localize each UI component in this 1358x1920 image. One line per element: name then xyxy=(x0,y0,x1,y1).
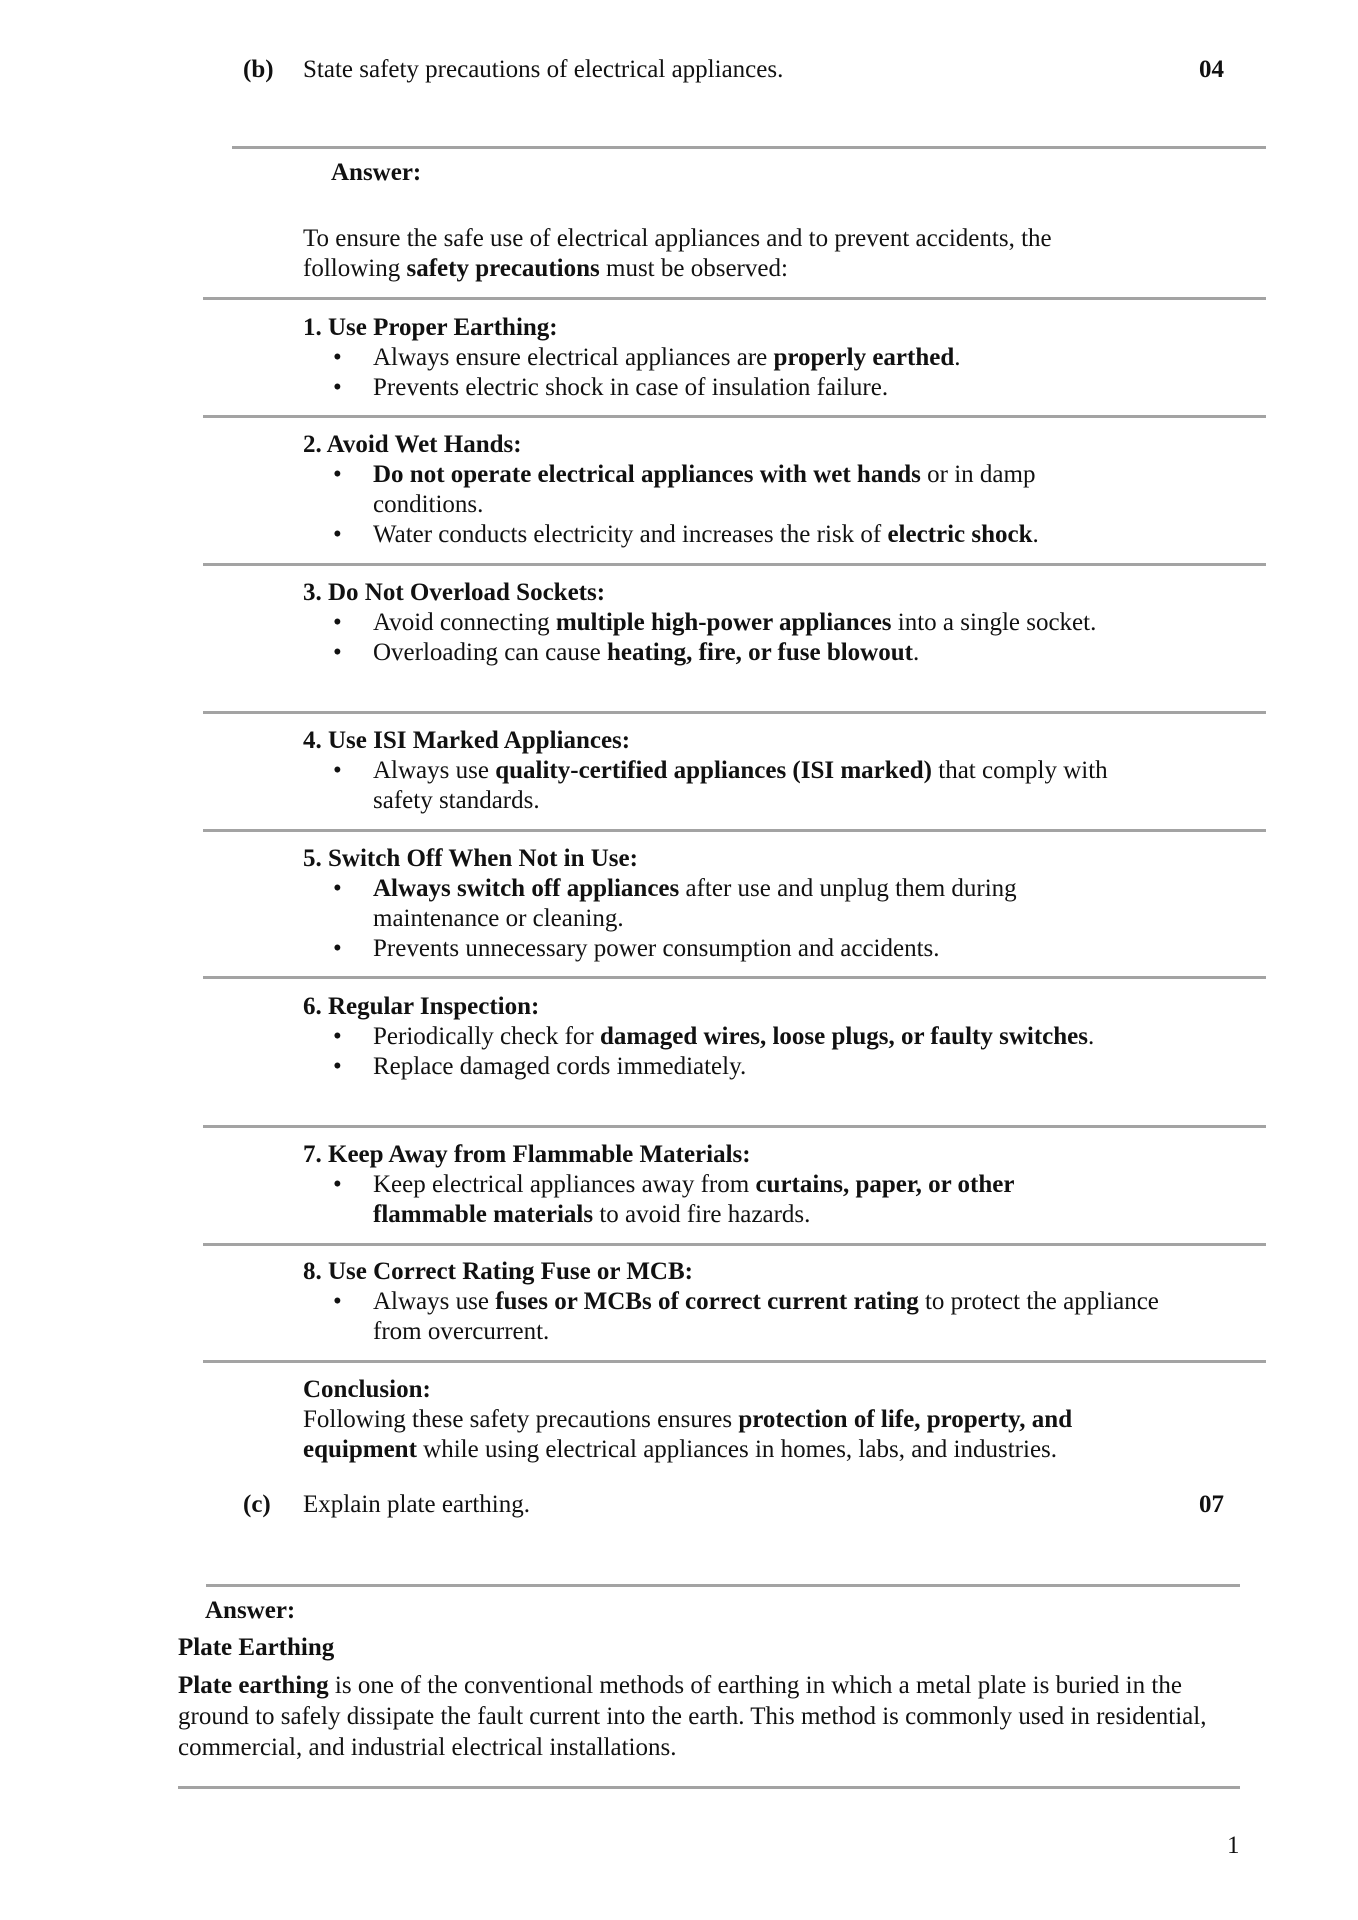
list-item: • Water conducts electricity and increases the risk of electric shock. xyxy=(333,521,1039,548)
divider xyxy=(203,711,1266,714)
answer-c-title: Answer: xyxy=(205,1597,296,1624)
answer-c-paragraph: Plate earthing is one of the conventional methods of earthing in which a metal plate is buried in the ground to safely dissipate the fault current into the earth. This method is commonly used in residential, commercial, and industrial electrical installations. xyxy=(178,1672,1207,1761)
answer-c-subtitle: Plate Earthing xyxy=(178,1634,335,1661)
divider xyxy=(232,146,1266,149)
precaution-heading: 8. Use Correct Rating Fuse or MCB: xyxy=(303,1258,693,1285)
divider xyxy=(203,1243,1266,1246)
list-item: • Keep electrical appliances away from curtains, paper, or other flammable materials to avoid fire hazards. xyxy=(333,1171,1015,1228)
conclusion xyxy=(303,1375,1183,1465)
divider xyxy=(203,297,1266,300)
list-item: • Always ensure electrical appliances are properly earthed. xyxy=(333,344,961,371)
precaution-4 xyxy=(303,726,1163,816)
list-item: • Prevents unnecessary power consumption and accidents. xyxy=(333,935,940,962)
conclusion-heading: Conclusion: xyxy=(303,1376,431,1403)
page-number: 1 xyxy=(1227,1832,1240,1859)
divider xyxy=(203,415,1266,418)
question-c-marks: 07 xyxy=(1199,1491,1224,1518)
divider xyxy=(206,1584,1240,1587)
precaution-heading: 3. Do Not Overload Sockets: xyxy=(303,579,606,606)
question-b-marks: 04 xyxy=(1199,56,1224,83)
divider xyxy=(203,976,1266,979)
list-item: • Do not operate electrical appliances with wet hands or in damp conditions. xyxy=(333,461,1036,518)
question-c-text: Explain plate earthing. xyxy=(303,1491,531,1518)
precaution-8 xyxy=(303,1257,1163,1347)
divider xyxy=(178,1786,1240,1789)
precaution-heading: 4. Use ISI Marked Appliances: xyxy=(303,727,631,754)
list-item: • Always switch off appliances after use and unplug them during maintenance or cleaning. xyxy=(333,875,1017,932)
answer-b-title: Answer: xyxy=(331,159,422,186)
question-b-label: (b) xyxy=(243,56,274,83)
answer-b-intro: To ensure the safe use of electrical appliances and to prevent accidents, the following safety precautions must be observed: xyxy=(303,225,1052,282)
precaution-3 xyxy=(303,578,1133,668)
precaution-7 xyxy=(303,1140,1133,1230)
precaution-heading: 2. Avoid Wet Hands: xyxy=(303,431,522,458)
conclusion-text: Following these safety precautions ensures protection of life, property, and equipment while using electrical appliances in homes, labs, and industries. xyxy=(303,1406,1073,1463)
list-item: • Always use quality-certified appliances (ISI marked) that comply with safety standards. xyxy=(333,757,1108,814)
list-item: • Always use fuses or MCBs of correct current rating to protect the appliance from overcurrent. xyxy=(333,1288,1159,1345)
precaution-1 xyxy=(303,313,1183,403)
divider xyxy=(203,829,1266,832)
precaution-heading: 1. Use Proper Earthing: xyxy=(303,314,558,341)
list-item: • Prevents electric shock in case of insulation failure. xyxy=(333,374,889,401)
list-item: • Avoid connecting multiple high-power appliances into a single socket. xyxy=(333,609,1097,636)
precaution-heading: 5. Switch Off When Not in Use: xyxy=(303,845,638,872)
divider xyxy=(203,563,1266,566)
precaution-5 xyxy=(303,844,1133,964)
list-item: • Periodically check for damaged wires, loose plugs, or faulty switches. xyxy=(333,1023,1095,1050)
question-b-text: State safety precautions of electrical appliances. xyxy=(303,56,784,83)
precaution-6 xyxy=(303,992,1113,1082)
precaution-heading: 6. Regular Inspection: xyxy=(303,993,540,1020)
question-c-label: (c) xyxy=(243,1491,271,1518)
list-item: • Replace damaged cords immediately. xyxy=(333,1053,747,1080)
list-item: • Overloading can cause heating, fire, or fuse blowout. xyxy=(333,639,920,666)
precaution-2 xyxy=(303,430,1143,550)
divider xyxy=(203,1360,1266,1363)
divider xyxy=(203,1125,1266,1128)
precaution-heading: 7. Keep Away from Flammable Materials: xyxy=(303,1141,751,1168)
